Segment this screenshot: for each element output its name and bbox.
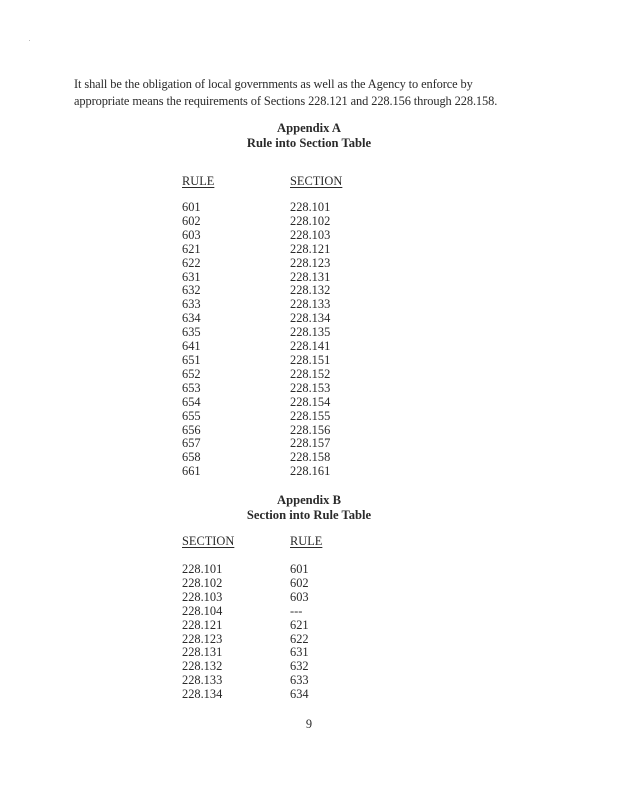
- appendix-a-rule-cell: 651: [182, 352, 201, 367]
- appendix-a-rule-cell: 622: [182, 255, 201, 270]
- appendix-a-rule-cell: 654: [182, 394, 201, 409]
- appendix-a-rule-cell: 601: [182, 200, 201, 214]
- appendix-a-rule-cell: 658: [182, 450, 201, 465]
- appendix-b-section-cell: 228.102: [182, 575, 223, 590]
- appendix-b-rule-header-cell: [290, 535, 322, 549]
- appendix-b-section-column: [182, 563, 222, 702]
- appendix-a-section-column: [290, 201, 330, 479]
- appendix-a-section-cell: 228.123: [290, 255, 331, 270]
- appendix-a-rule-cell: 633: [182, 297, 201, 312]
- intro-line-2: appropriate means the requirements of Sections 228.121 and 228.156 through 228.158.: [74, 94, 498, 108]
- appendix-a-rule-cell: 631: [182, 269, 201, 284]
- appendix-a-rule-list: [182, 201, 201, 479]
- appendix-a-section-cell: 228.132: [290, 283, 331, 298]
- appendix-a-section-header: SECTION: [290, 174, 343, 188]
- appendix-a-section-cell: 228.161: [290, 464, 331, 479]
- appendix-a-rule-cell: 635: [182, 325, 201, 340]
- appendix-a-section-cell: 228.101: [290, 200, 331, 214]
- appendix-b-subtitle: Section into Rule Table: [246, 508, 372, 522]
- appendix-b-section-cell: 228.133: [182, 673, 223, 688]
- page-number: 9: [305, 717, 313, 731]
- appendix-a-rule-cell: 632: [182, 283, 201, 298]
- appendix-a-section-cell: 228.141: [290, 339, 331, 354]
- appendix-b-rule-cell: ---: [290, 603, 303, 618]
- appendix-b-section-cell: 228.101: [182, 562, 223, 576]
- appendix-b-rule-cell: 634: [290, 687, 309, 702]
- intro-paragraph: [74, 76, 554, 110]
- appendix-a-rule-cell: 621: [182, 241, 201, 256]
- appendix-a-title: Appendix A: [276, 121, 342, 135]
- appendix-a-rule-header: RULE: [182, 174, 215, 188]
- appendix-a-rule-cell: 603: [182, 227, 201, 242]
- appendix-b-rule-cell: 632: [290, 659, 309, 674]
- appendix-a-section-cell: 228.155: [290, 408, 331, 423]
- appendix-a-section-cell: 228.151: [290, 352, 331, 367]
- appendix-b-section-list: [182, 563, 222, 702]
- appendix-b-rule-cell: 631: [290, 645, 309, 660]
- appendix-b-heading: [0, 493, 618, 523]
- appendix-b-rule-column: [290, 563, 309, 702]
- appendix-b-rule-cell: 633: [290, 673, 309, 688]
- appendix-a-section-cell: 228.134: [290, 311, 331, 326]
- appendix-b-rule-cell: 602: [290, 575, 309, 590]
- appendix-a-section-cell: 228.133: [290, 297, 331, 312]
- appendix-a-section-cell: 228.152: [290, 366, 331, 381]
- appendix-a-heading: [0, 121, 618, 151]
- appendix-a-section-cell: 228.153: [290, 380, 331, 395]
- appendix-b-rule-cell: 601: [290, 562, 309, 576]
- appendix-b-section-cell: 228.134: [182, 687, 223, 702]
- appendix-a-section-cell: 228.121: [290, 241, 331, 256]
- appendix-a-section-cell: 228.131: [290, 269, 331, 284]
- appendix-a-rule-cell: 641: [182, 339, 201, 354]
- appendix-a-subtitle: Rule into Section Table: [246, 136, 372, 150]
- appendix-a-rule-cell: 661: [182, 464, 201, 479]
- appendix-a-section-header-cell: [290, 175, 342, 189]
- appendix-b-rule-header: RULE: [290, 534, 323, 548]
- appendix-a-rule-cell: 652: [182, 366, 201, 381]
- appendix-b-section-cell: 228.131: [182, 645, 223, 660]
- appendix-b-rule-list: [290, 563, 309, 702]
- appendix-a-rule-cell: 657: [182, 436, 201, 451]
- appendix-b-section-cell: 228.103: [182, 589, 223, 604]
- appendix-b-section-cell: 228.121: [182, 617, 223, 632]
- appendix-b-title: Appendix B: [276, 493, 342, 507]
- appendix-a-rule-column: [182, 201, 201, 479]
- appendix-a-section-cell: 228.158: [290, 450, 331, 465]
- scan-speck: [29, 40, 30, 41]
- appendix-b-section-header-cell: [182, 535, 234, 549]
- appendix-b-section-cell: 228.132: [182, 659, 223, 674]
- appendix-a-rule-cell: 655: [182, 408, 201, 423]
- appendix-a-section-cell: 228.154: [290, 394, 331, 409]
- appendix-a-rule-cell: 634: [182, 311, 201, 326]
- appendix-a-section-cell: 228.156: [290, 422, 331, 437]
- appendix-b-rule-cell: 603: [290, 589, 309, 604]
- appendix-a-section-list: [290, 201, 330, 479]
- appendix-a-rule-cell: 653: [182, 380, 201, 395]
- appendix-a-rule-cell: 602: [182, 213, 201, 228]
- appendix-a-rule-header-cell: [182, 175, 214, 189]
- appendix-b-section-cell: 228.123: [182, 631, 223, 646]
- appendix-a-section-cell: 228.135: [290, 325, 331, 340]
- appendix-a-section-cell: 228.102: [290, 213, 331, 228]
- appendix-b-rule-cell: 621: [290, 617, 309, 632]
- appendix-a-section-cell: 228.157: [290, 436, 331, 451]
- appendix-b-section-header: SECTION: [182, 534, 235, 548]
- appendix-b-section-cell: 228.104: [182, 603, 223, 618]
- intro-line-1: It shall be the obligation of local governments as well as the Agency to enforce by: [74, 77, 473, 91]
- appendix-a-rule-cell: 656: [182, 422, 201, 437]
- appendix-b-rule-cell: 622: [290, 631, 309, 646]
- appendix-a-section-cell: 228.103: [290, 227, 331, 242]
